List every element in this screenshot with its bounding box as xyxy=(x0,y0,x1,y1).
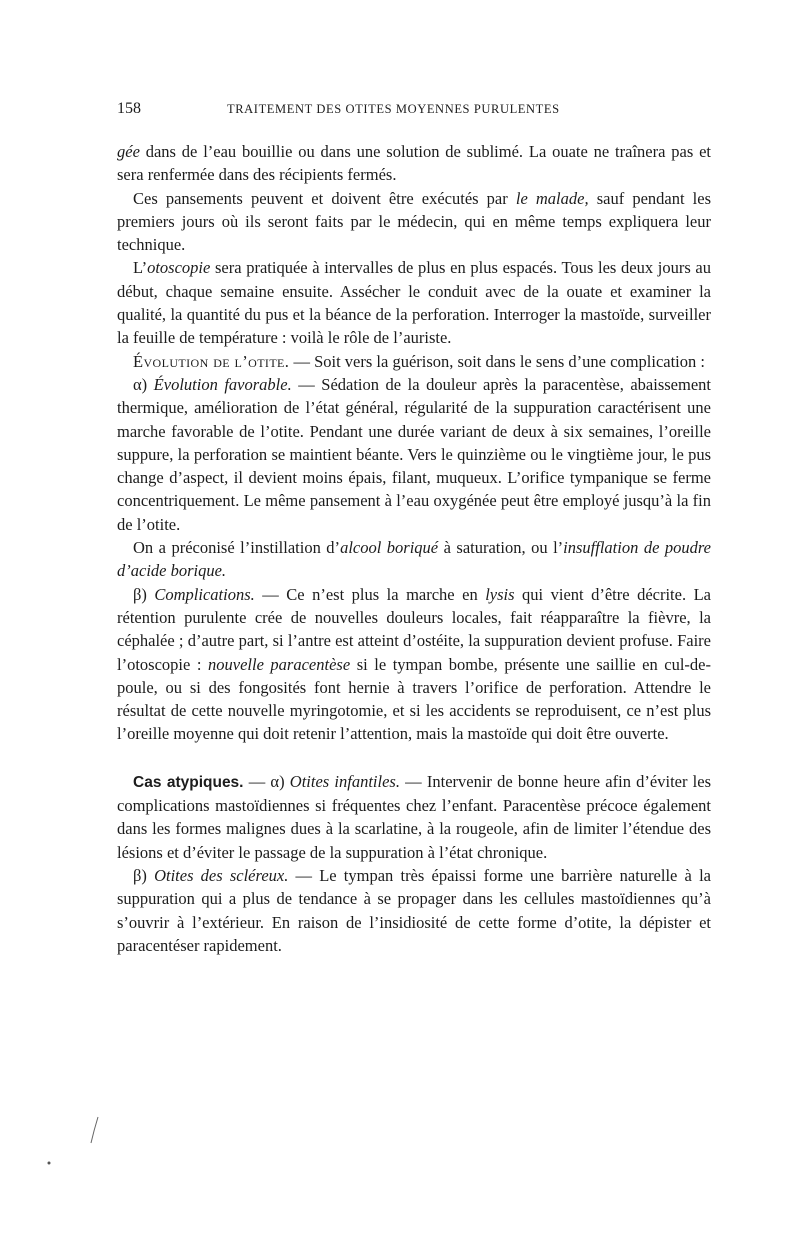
italic-text: lysis xyxy=(485,584,515,604)
text: Ces pansements peuvent et doivent être exécutés par xyxy=(133,188,516,208)
text: sera pratiquée à intervalles de plus en plus espacés. Tous les deux jours au début, chaque semaine ensuite. Assécher le conduit avec de la ouate et examiner la qualité, la quantité du pus et la béance de la perforation. Interroger la mastoïde, surveiller la feuille de température : voilà le rôle de l’auriste. xyxy=(117,258,711,348)
page-number: 158 xyxy=(117,100,141,117)
text: L’ xyxy=(133,258,148,278)
text: — Ce n’est plus la marche en xyxy=(254,584,486,604)
paragraph xyxy=(117,187,711,257)
paragraph xyxy=(117,256,711,349)
running-title: TRAITEMENT DES OTITES MOYENNES PURULENTES xyxy=(227,102,560,116)
text: qui vient d’être décrite. La rétention purulente crée de nouvelles douleurs locales, fait réapparaître la fièvre, la céphalée ; d’autre part, si l’antre est atteint d’ostéite, la suppuration devient profuse. Faire l’otoscopie : xyxy=(117,584,711,674)
text: — Intervenir de bonne heure afin d’éviter les complications mastoïdiennes si fréquentes chez l’enfant. Paracentèse précoce également dans les formes malignes dues à la scarlatine, à la rougeole, afin de limiter l’étendue des lésions et d’éviter le passage de la suppuration à l’état chronique. xyxy=(117,771,712,862)
page-header xyxy=(117,100,711,122)
paragraph xyxy=(117,864,711,957)
italic-text: nouvelle paracentèse xyxy=(208,654,351,674)
italic-text: Otites des scléreux. xyxy=(154,865,289,885)
text: β) xyxy=(133,584,155,604)
paragraph xyxy=(117,373,711,536)
paragraph xyxy=(117,583,711,746)
text: β) xyxy=(133,865,155,885)
text: — Le tympan très épaissi forme une barrière naturelle à la suppuration qui a plus de tendance à se propager dans les cellules mastoïdiennes qu’à s’ouvrir à l’extérieur. En raison de l’insidiosité de cette forme d’otite, la dépister et paracentéser rapidement. xyxy=(117,865,711,955)
text: dans de l’eau bouillie ou dans une solution de sublimé. La ouate ne traînera pas et sera renfermée dans des récipients fermés. xyxy=(117,142,711,185)
paragraph xyxy=(117,140,711,187)
text: si le tympan bombe, présente une saillie en cul-de-poule, ou si des fongosités font hernie à travers l’orifice de perforation. Attendre le résultat de cette nouvelle myringotomie, et si les accidents se reproduisent, ce n’est plus l’oreille moyenne qui doit retenir l’attention, mais la mastoïde qui doit être ouverte. xyxy=(117,654,711,744)
text: — Soit vers la guérison, soit dans le sens d’une complication : xyxy=(289,351,705,371)
paragraph xyxy=(117,536,711,583)
italic-text: Évolution favorable. xyxy=(153,374,292,394)
italic-text: alcool boriqué xyxy=(340,538,439,558)
italic-text: le malade, xyxy=(515,188,589,208)
paragraph xyxy=(117,770,711,864)
text: à saturation, ou l’ xyxy=(438,538,564,558)
italic-text: otoscopie xyxy=(147,258,211,278)
section-heading: Évolution de l’otite. xyxy=(133,351,290,371)
text: On a préconisé l’instillation d’ xyxy=(133,538,341,558)
italic-text: insufflation de poudre d’acide borique. xyxy=(117,538,712,581)
text: α) xyxy=(133,374,154,394)
section-heading: Cas atypiques. xyxy=(133,773,244,791)
text: — α) xyxy=(243,771,290,791)
body-text xyxy=(117,140,711,957)
italic-text: Complications. xyxy=(154,584,255,604)
paragraph xyxy=(117,350,711,373)
pencil-mark-icon xyxy=(88,1115,102,1145)
ink-dot-icon xyxy=(46,1160,52,1166)
text: sauf pendant les premiers jours où ils seront faits par le médecin, qui en même temps expliquera leur technique. xyxy=(117,188,711,255)
text: — Sédation de la douleur après la paracentèse, abaissement thermique, amélioration de l’état général, régularité de la suppuration caractérisent une marche favorable de l’otite. Pendant une durée variant de deux à six semaines, l’oreille suppure, la perforation se maintient béante. Vers le quinzième ou le vingtième jour, le pus change d’aspect, il devient moins épais, filant, muqueux. L’orifice tympanique se ferme concentriquement. Le même pansement à l’eau oxygénée peut être employé jusqu’à la fin de l’otite. xyxy=(117,374,711,534)
italic-text: Otites infantiles. xyxy=(289,771,400,791)
italic-text: gée xyxy=(117,142,140,161)
